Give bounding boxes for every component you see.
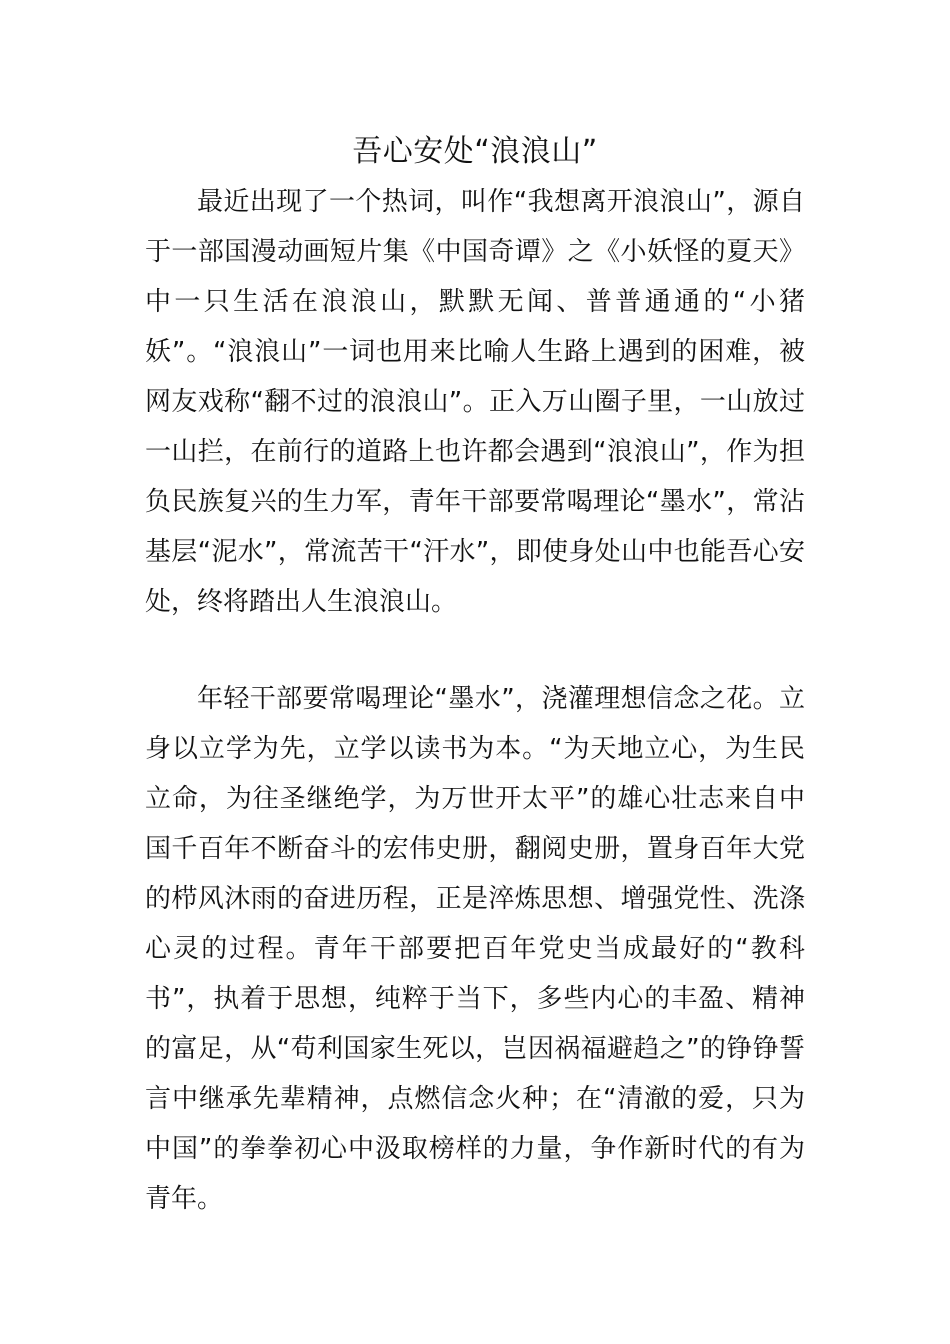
body-paragraph-2: 年轻干部要常喝理论“墨水”，浇灌理想信念之花。立身以立学为先，立学以读书为本。“为天地立心，为生民立命，为往圣继绝学，为万世开太平”的雄心壮志来自中国千百年不断奋斗的宏伟史册，翻阅史册，置身百年大党的栉风沐雨的奋进历程，正是淬炼思想、增强党性、洗涤心灵的过程。青年干部要把百年党史当成最好的“教科书”，执着于思想，纯粹于当下，多些内心的丰盈、精神的富足，从“苟利国家生死以，岂因祸福避趋之”的铮铮誓言中继承先辈精神，点燃信念火种；在“清澈的爱，只为中国”的拳拳初心中汲取榜样的力量，争作新时代的有为青年。	[145, 684, 805, 1214]
body-paragraph-1: 最近出现了一个热词，叫作“我想离开浪浪山”，源自于一部国漫动画短片集《中国奇谭》之《小妖怪的夏天》中一只生活在浪浪山，默默无闻、普普通通的“小猪妖”。“浪浪山”一词也用来比喻人生路上遇到的困难，被网友戏称“翻不过的浪浪山”。正入万山圈子里，一山放过一山拦，在前行的道路上也许都会遇到“浪浪山”，作为担负民族复兴的生力军，青年干部要常喝理论“墨水”，常沾基层“泥水”，常流苦干“汗水”，即使身处山中也能吾心安处，终将踏出人生浪浪山。	[145, 187, 805, 617]
document-title: 吾心安处“浪浪山”	[352, 134, 598, 169]
